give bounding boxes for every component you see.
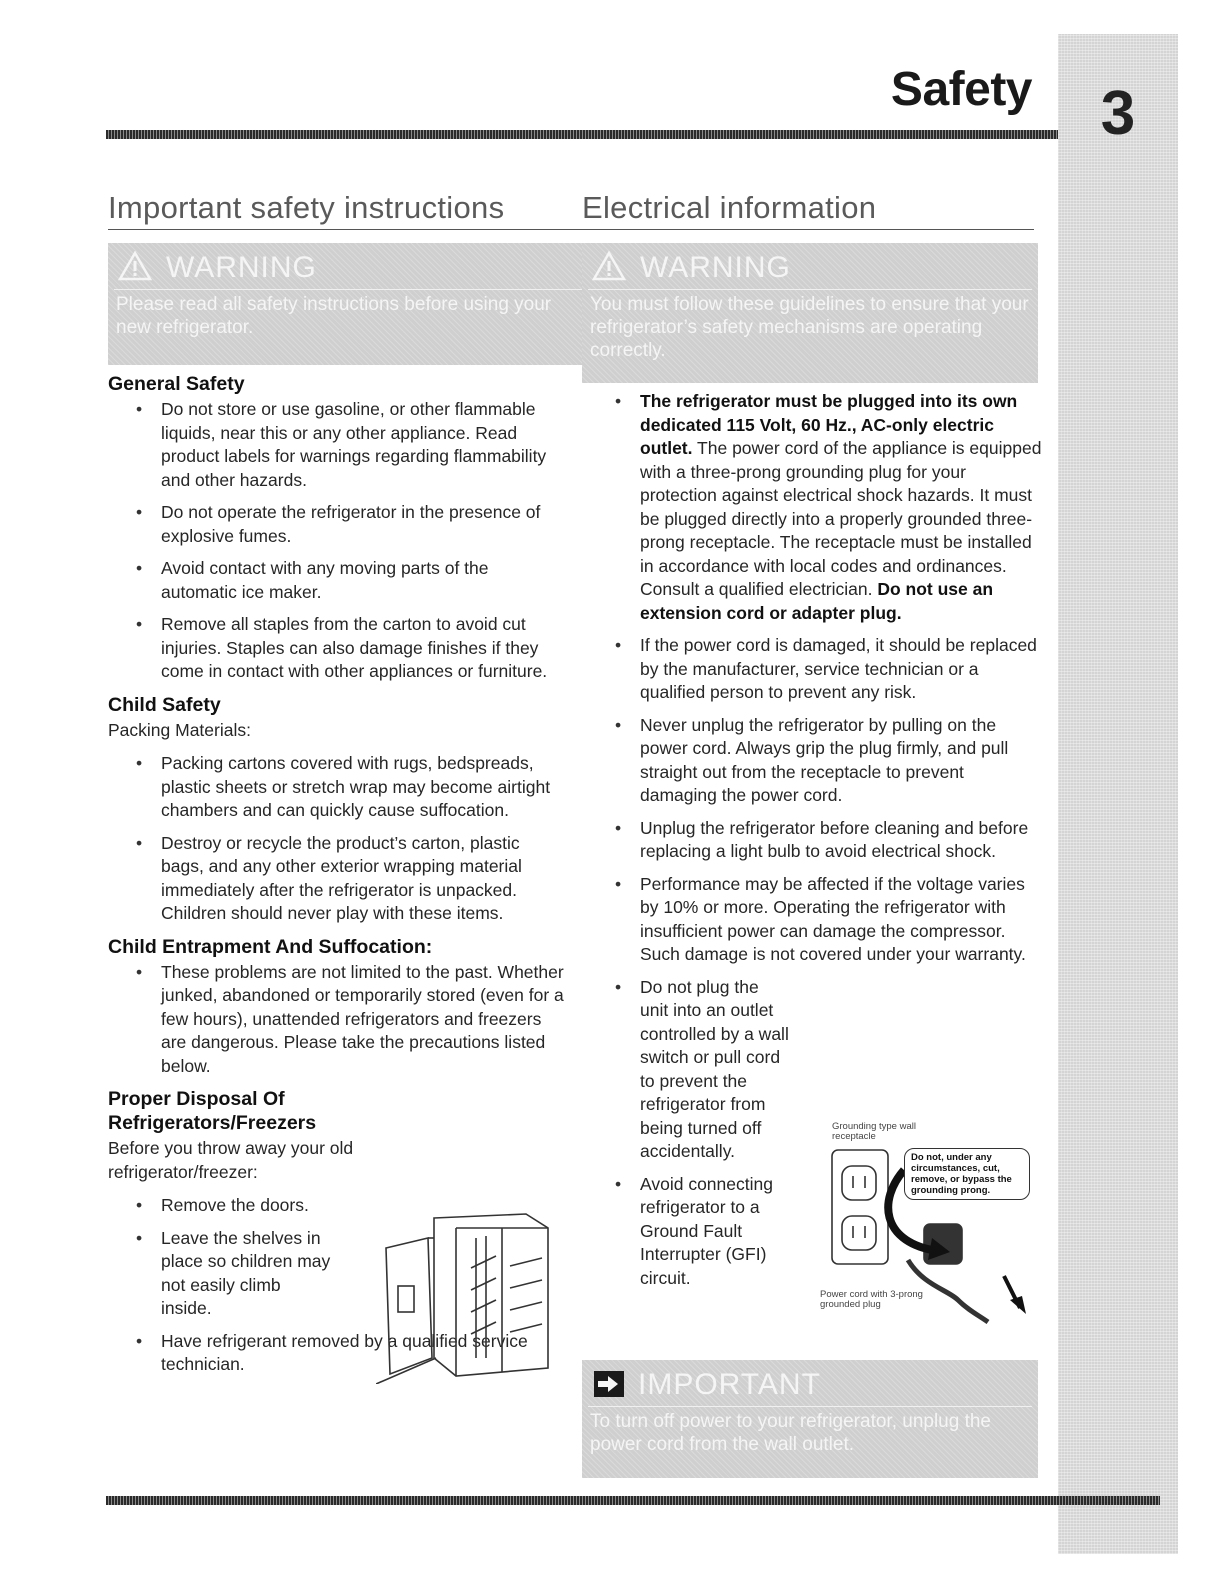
warning-title: WARNING — [640, 251, 791, 284]
list-item: • Packing cartons covered with rugs, bedspreads, plastic sheets or stretch wrap may become airtight chambers and can quickly cause suffocation. — [133, 752, 566, 823]
warning-triangle-icon — [592, 251, 626, 281]
list-item: • Performance may be affected if the voltage varies by 10% or more. Operating the refrigerator with insufficient power can damage the compressor. Such damage is not covered under your warranty. — [612, 873, 1044, 967]
list-item: • Destroy or recycle the product’s carton, plastic bags, and any other exterior wrapping material immediately after the refrigerator is unpacked. Children should never play with these items. — [133, 832, 566, 926]
emphasis-text: Do not use an extension cord or adapter plug. — [640, 579, 994, 623]
list-item: • These problems are not limited to the past. Whether junked, abandoned or temporarily stored (even for a few hours), unattended refrigerators and freezers are dangerous. Please take the precautions listed below. — [133, 961, 566, 1079]
list-item: • Avoid contact with any moving parts of the automatic ice maker. — [133, 557, 566, 604]
child-safety-intro: Packing Materials: — [108, 719, 251, 740]
figure-caption-plug: Power cord with 3-prong grounded plug — [820, 1289, 923, 1310]
list-item: • Never unplug the refrigerator by pulling on the power cord. Always grip the plug firmly, and pull straight out from the receptacle to prevent damaging the power cord. — [612, 714, 1044, 808]
emphasis-text: The refrigerator must be plugged into its own dedicated 115 Volt, 60 Hz., AC-only electric outlet. — [640, 391, 1018, 458]
warning-box-safety — [108, 243, 592, 365]
entrapment-title: Child Entrapment And Suffocation: — [108, 935, 433, 958]
list-item: • Do not plug the unit into an outlet controlled by a wall switch or pull cord to prevent the refrigerator from being turned off accidentally. — [612, 976, 790, 1164]
entrapment-list — [108, 961, 566, 1079]
list-item: • Have refrigerant removed by a qualified service technician. — [133, 1330, 566, 1377]
child-safety-list — [108, 752, 566, 926]
disposal-intro: Before you throw away your old refrigerator/freezer: — [108, 1138, 354, 1182]
body-text: The power cord of the appliance is equipped with a three-prong grounding plug for your protection against electrical shock hazards. It must be plugged directly into a properly grounded three-prong receptacle. The receptacle must be installed in accordance with local codes and ordinances. Consult a qualified electrician. — [640, 438, 1042, 599]
footer-rule — [106, 1496, 1160, 1505]
list-item: • Remove all staples from the carton to avoid cut injuries. Staples can also damage finishes if they come in contact with other appliances or furniture. — [133, 613, 566, 684]
warning-box-electrical — [582, 243, 1038, 383]
section-heading-rule — [108, 229, 1034, 230]
important-text: To turn off power to your refrigerator, unplug the power cord from the wall outlet. — [590, 1411, 991, 1455]
chapter-number: 3 — [1100, 79, 1136, 148]
refrigerator-illustration — [376, 1208, 562, 1384]
body-text: Avoid connecting refrigerator to a Ground Fault Interrupter (GFI) circuit. — [640, 1173, 773, 1288]
warning-divider — [588, 289, 1032, 290]
general-safety-list — [108, 398, 566, 684]
warning-text: You must follow these guidelines to ensure that your refrigerator’s safety mechanisms are operating correctly. — [590, 294, 1029, 361]
list-item: • Remove the doors. — [133, 1194, 566, 1218]
general-safety-title: General Safety — [108, 373, 245, 395]
section-heading-safety-instructions: Important safety instructions — [108, 190, 505, 225]
child-safety-title: Child Safety — [108, 693, 221, 716]
important-box — [582, 1360, 1038, 1478]
warning-title: WARNING — [166, 251, 317, 284]
list-item: • Leave the shelves in place so children may not easily climb inside. — [133, 1227, 336, 1321]
list-item: • Do not store or use gasoline, or other flammable liquids, near this or any other appliance. Read product labels for warnings regarding flammability and other hazards. — [133, 398, 566, 492]
chapter-tab — [1058, 34, 1178, 1554]
important-divider — [588, 1406, 1032, 1407]
header-rule — [106, 130, 1058, 139]
list-item: • Unplug the refrigerator before cleaning and before replacing a light bulb to avoid electrical shock. — [612, 817, 1044, 864]
disposal-title: Proper Disposal Of Refrigerators/Freezers — [108, 1088, 317, 1134]
grounding-callout: Do not, under any circumstances, cut, remove, or bypass the grounding prong. — [904, 1148, 1030, 1200]
figure-caption-receptacle: Grounding type wall receptacle — [832, 1121, 916, 1142]
important-arrow-icon — [594, 1371, 624, 1397]
list-item — [612, 390, 1044, 625]
warning-triangle-icon — [118, 251, 152, 281]
page-title: Safety — [890, 63, 1032, 116]
list-item: • Do not operate the refrigerator in the presence of explosive fumes. — [133, 501, 566, 548]
warning-divider — [114, 289, 586, 290]
list-item: • If the power cord is damaged, it should be replaced by the manufacturer, service technician or a qualified person to prevent any risk. — [612, 634, 1044, 705]
important-title: IMPORTANT — [638, 1368, 821, 1401]
section-heading-electrical: Electrical information — [582, 190, 877, 225]
warning-text: Please read all safety instructions before using your new refrigerator. — [116, 294, 552, 338]
